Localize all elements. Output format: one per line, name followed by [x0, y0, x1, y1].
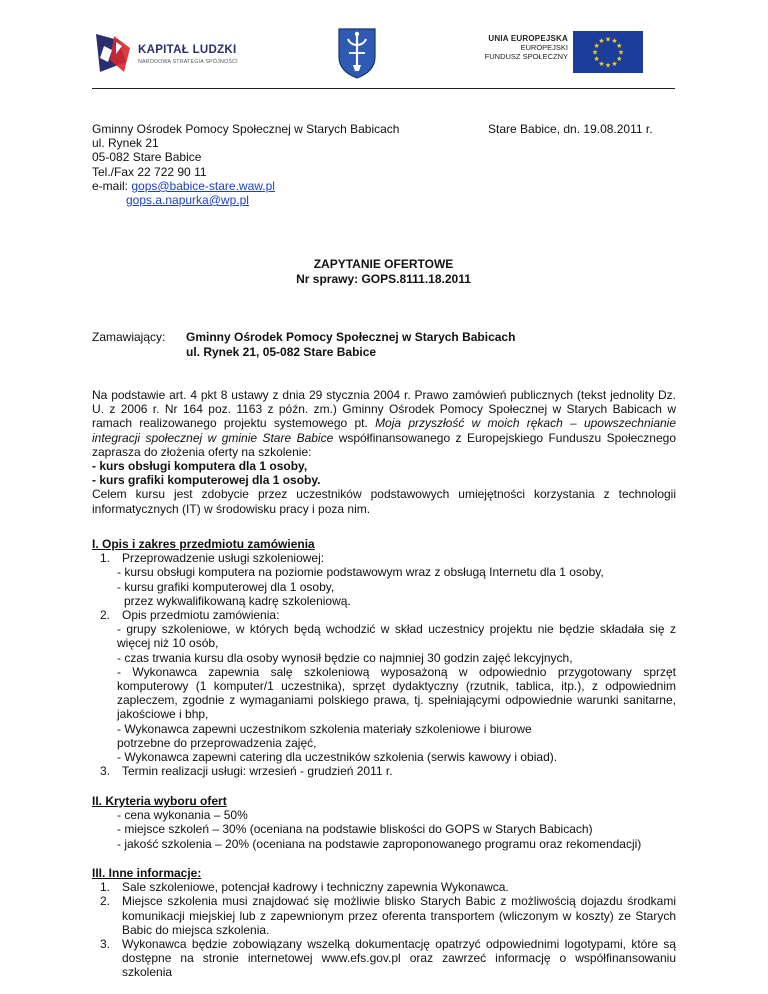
item-number: 1.: [100, 880, 111, 895]
contracting-label: Zamawiający:: [92, 330, 166, 344]
contracting-address: ul. Rynek 21, 05-082 Stare Babice: [186, 345, 377, 359]
project-title: Moja przyszłość w moich rękach – upowszechnianie integracji społecznej w gminie Stare Babice: [92, 416, 677, 445]
section-1-item-1: 1. Przeprowadzenie usługi szkoleniowej:: [92, 551, 676, 565]
section-1: [92, 537, 676, 778]
sender-city: 05-082 Stare Babice: [92, 150, 202, 165]
course-goal: Celem kursu jest zdobycie przez uczestników podstawowych umiejętności korzystania z technologii informatycznych (IT) w środowisku pracy i poza nim.: [92, 487, 676, 516]
section-1-sub-8: - Wykonawca zapewni catering dla uczestników szkolenia (serwis kawowy i obiad).: [117, 750, 558, 765]
section-1-sub-3: przez wykwalifikowaną kadrę szkoleniową.: [124, 593, 351, 608]
place-date: Stare Babice, dn. 19.08.2011 r.: [488, 122, 653, 136]
section-1-sub-2: - kursu grafiki komputerowej dla 1 osoby,: [117, 579, 335, 594]
header-divider: [92, 88, 675, 89]
sender-email-line: [92, 179, 672, 193]
eu-star-icon: ★: [604, 62, 612, 70]
eu-flag: [573, 31, 643, 76]
info-item-3: 3. Wykonawca będzie zobowiązany wszelką dokumentację opatrzyć odpowiednimi logotypami, które są dostępne na stronie internetowej www.efs.gov.pl oraz zawrzeć informację o współfinansowaniu szkolenia: [92, 937, 676, 980]
email-link-2[interactable]: gops.a.napurka@wp.pl: [126, 193, 249, 208]
eu-fund-text: [438, 34, 568, 61]
sender-street: ul. Rynek 21: [92, 136, 159, 151]
kapital-ludzki-title: KAPITAŁ LUDZKI: [138, 44, 237, 56]
section-1-sub-4: - grupy szkoleniowe, w których będą wchodzić w skład uczestnicy projektu nie będzie składała się z więcej niż 10 osób,: [117, 622, 676, 651]
eu-star-icon: ★: [616, 56, 623, 63]
section-1-sub-7: - Wykonawca zapewni uczestnikom szkolenia materiały szkoleniowe i biurowe potrzebne do przeprowadzenia zajęć,: [117, 721, 532, 750]
section-2: [92, 794, 676, 851]
item-number: 3.: [100, 764, 111, 779]
eu-star-icon: ★: [616, 43, 623, 50]
info-item-2: 2. Miejsce szkolenia musi znajdować się możliwie blisko Starych Babic z możliwością dojazdu środkami komunikacji miejskiej lub z zapewnionym przez oferenta transportem (wliczonym w koszty) ze Starych Babic do miejsca szkolenia.: [92, 894, 676, 937]
eu-fund-label-2: FUNDUSZ SPOŁECZNY: [484, 52, 568, 61]
crest-icon: [337, 27, 377, 79]
contracting-details: [186, 330, 515, 360]
item-number: 2.: [100, 894, 111, 909]
section-1-sub-6: - Wykonawca zapewnia salę szkoleniową wyposażoną w odpowiednio przygotowany sprzęt komputerowy (1 komputer/1 uczestnika), sprzęt dydaktyczny (rzutnik, tablica, itp.), z odpowiednim zapleczem, zgodnie z wymaganiami polskiego prawa, tj. spełniającymi odpowiednie warunki sanitarne, jakościowe i bhp,: [117, 664, 676, 722]
contracting-name: Gminny Ośrodek Pomocy Społecznej w Starych Babicach: [186, 330, 516, 344]
document-heading: [92, 257, 675, 287]
eu-fund-label-1: EUROPEJSKI: [520, 43, 568, 52]
section-1-item-3: 3. Termin realizacji usługi: wrzesień - grudzień 2011 r.: [92, 764, 676, 778]
kapital-ludzki-logo: [96, 30, 266, 80]
item-number: 3.: [100, 937, 111, 952]
eu-star-icon: ★: [593, 43, 600, 50]
info-item-1: 1. Sale szkoleniowe, potencjał kadrowy i techniczny zapewnia Wykonawca.: [92, 880, 676, 894]
eu-flag-icon: [573, 31, 643, 73]
eu-star-icon: ★: [611, 38, 618, 46]
eu-star-icon: ★: [598, 60, 605, 68]
course-item-1: - kurs obsługi komputera dla 1 osoby,: [92, 459, 308, 474]
intro-part-1: Na podstawie art. 4 pkt 8 ustawy z dnia 29 stycznia 2004 r. Prawo zamówień publicznych (tekst jednolity Dz. U. z 2006 r. Nr 164 poz. 1163 z późn. zm.) Gminny Ośrodek Pomocy Społecznej w Starych Babicach w ramach realizowanego projektu systemowego pt.: [92, 388, 676, 431]
eu-star-icon: ★: [591, 49, 599, 57]
kapital-ludzki-subtitle: NARODOWA STRATEGIA SPÓJNOŚCI: [138, 59, 238, 65]
eu-star-icon: ★: [604, 36, 612, 44]
criteria-item-1: - cena wykonania – 50%: [117, 808, 248, 823]
eu-union-label: UNIA EUROPEJSKA: [488, 34, 568, 43]
intro-paragraph: [92, 388, 676, 516]
document-title: ZAPYTANIE OFERTOWE: [313, 257, 454, 271]
course-item-2: - kurs grafiki komputerowej dla 1 osoby.: [92, 473, 321, 488]
kapital-ludzki-emblem-icon: [96, 32, 132, 74]
intro-part-2: współfinansowanego z Europejskiego Funduszu Społecznego zaprasza do złożenia oferty na szkolenie:: [92, 430, 676, 459]
section-2-title: II. Kryteria wyboru ofert: [92, 794, 227, 808]
item-number: 1.: [100, 551, 111, 566]
eu-star-icon: ★: [617, 49, 625, 57]
email-link-1[interactable]: gops@babice-stare.waw.pl: [131, 178, 275, 193]
sender-name: Gminny Ośrodek Pomocy Społecznej w Starych Babicach: [92, 122, 400, 136]
gmina-crest: [337, 27, 377, 82]
case-number: Nr sprawy: GOPS.8111.18.2011: [296, 272, 471, 286]
sender-email-line-2: [92, 193, 672, 207]
sender-phone: Tel./Fax 22 722 90 11: [92, 164, 207, 179]
item-number: 2.: [100, 608, 111, 623]
eu-star-icon: ★: [611, 60, 618, 68]
email-label: e-mail:: [92, 178, 132, 193]
criteria-item-2: - miejsce szkoleń – 30% (oceniana na podstawie bliskości do GOPS w Starych Babicach): [117, 822, 593, 837]
section-1-sub-1: - kursu obsługi komputera na poziomie podstawowym wraz z obsługą Internetu dla 1 osoby,: [117, 565, 604, 580]
section-1-sub-5: - czas trwania kursu dla osoby wynosił będzie co najmniej 30 godzin zajęć lekcyjnych,: [117, 650, 573, 665]
section-1-item-2: 2. Opis przedmiotu zamówienia:: [92, 608, 676, 622]
section-3: [92, 866, 676, 980]
section-3-title: III. Inne informacje:: [92, 866, 202, 880]
eu-star-icon: ★: [593, 56, 600, 63]
section-1-title: I. Opis i zakres przedmiotu zamówienia: [92, 537, 315, 551]
criteria-item-3: - jakość szkolenia – 20% (oceniana na podstawie zaproponowanego programu oraz rekomendacji): [117, 836, 642, 851]
eu-star-icon: ★: [598, 38, 605, 46]
